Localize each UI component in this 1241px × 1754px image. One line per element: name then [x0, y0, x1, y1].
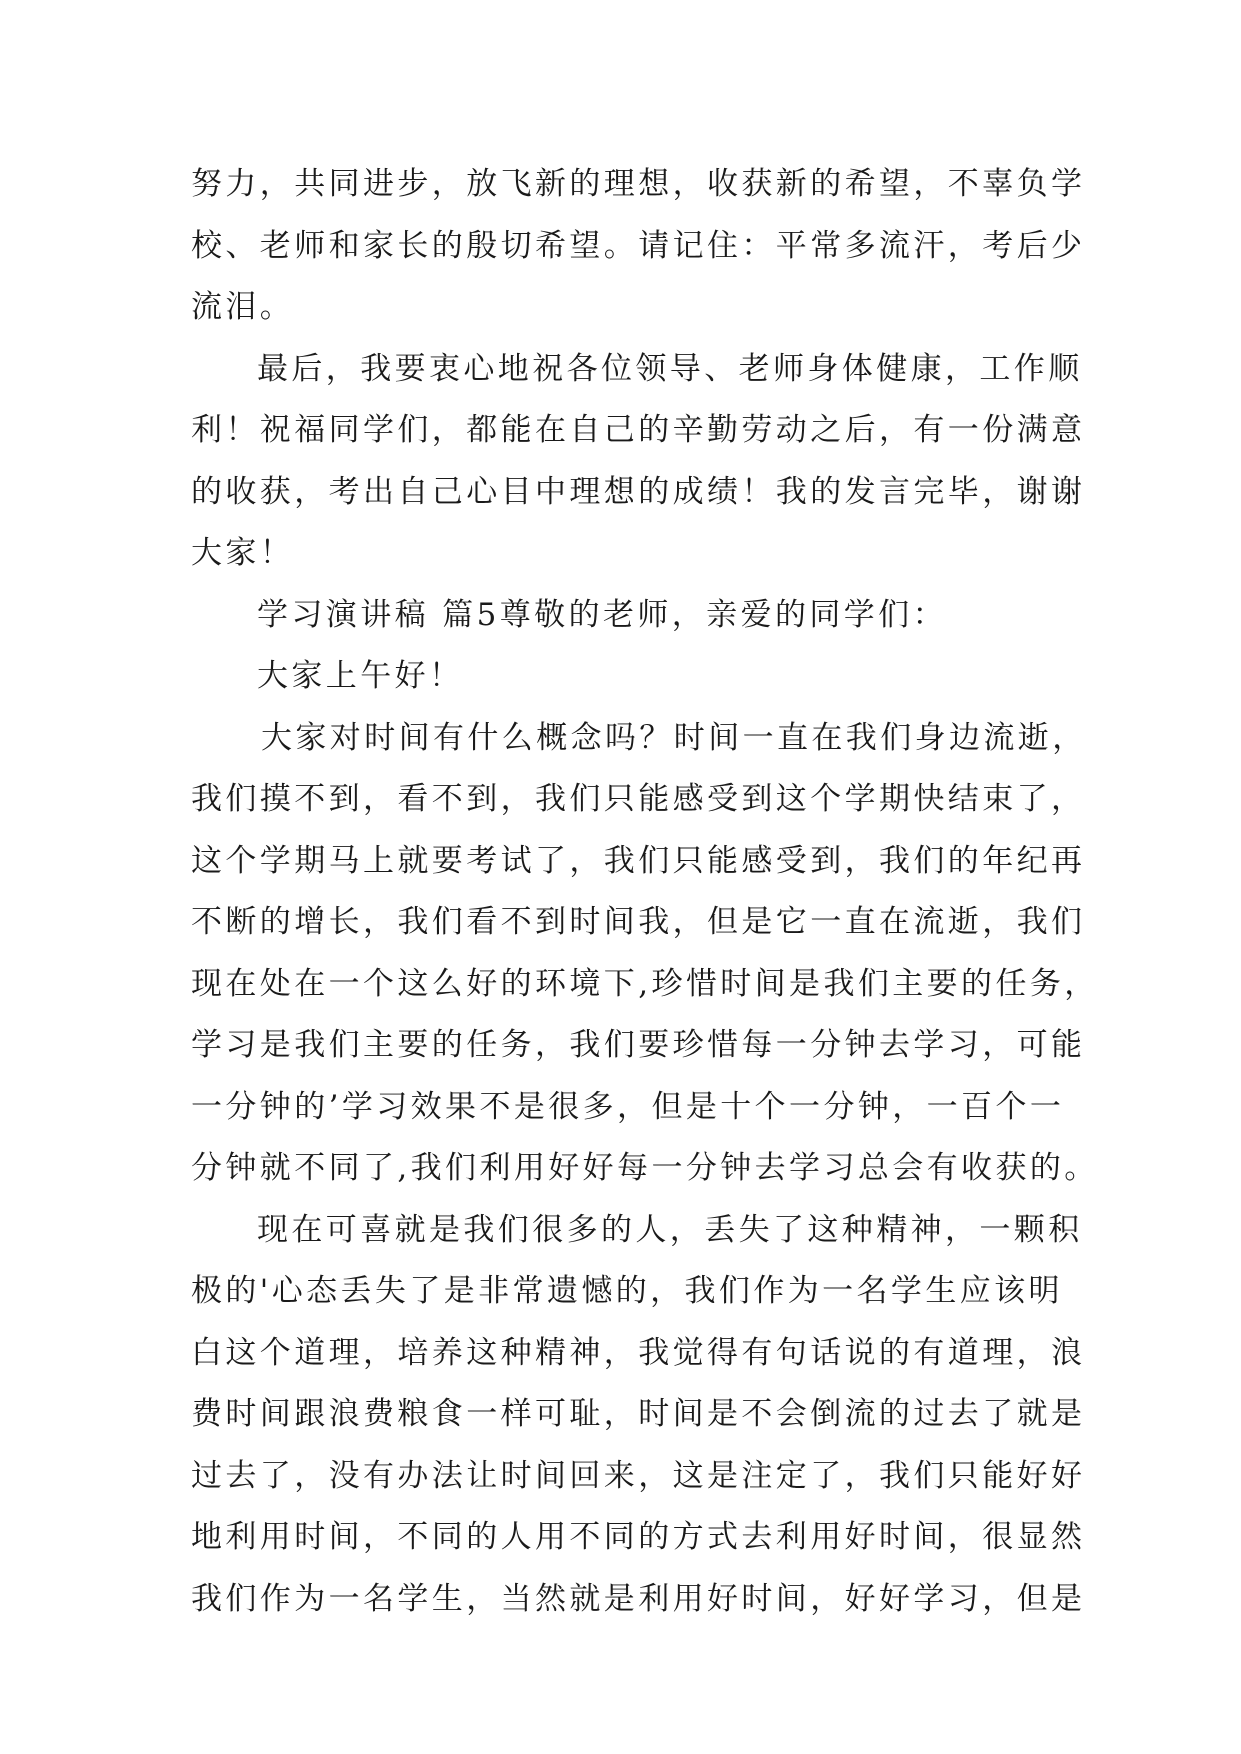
- text-line: 我们摸不到，看不到，我们只能感受到这个学期快结束了，: [191, 781, 1086, 817]
- text-line: 现在处在一个这么好的环境下,珍惜时间是我们主要的任务，: [191, 965, 1099, 1002]
- section-heading: 学习演讲稿 篇5尊敬的老师，亲爱的同学们：: [257, 596, 947, 633]
- text-line: 一分钟的’学习效果不是很多，但是十个一分钟，一百个一: [191, 1088, 1065, 1125]
- text-line: 流泪。: [191, 289, 295, 325]
- greeting-line: 大家上午好！: [257, 658, 464, 694]
- text-line: 地利用时间，不同的人用不同的方式去利用好时间，很显然: [191, 1519, 1086, 1555]
- text-line: 过去了，没有办法让时间回来，这是注定了，我们只能好好: [191, 1457, 1086, 1494]
- text-line: 努力，共同进步，放飞新的理想，收获新的希望，不辜负学: [191, 166, 1086, 202]
- text-line: 极的'心态丢失了是非常遗憾的，我们作为一名学生应该明: [191, 1273, 1063, 1309]
- text-line: 的收获，考出自己心目中理想的成绩！我的发言完毕，谢谢: [191, 473, 1086, 510]
- text-line: 费时间跟浪费粮食一样可耻，时间是不会倒流的过去了就是: [191, 1396, 1086, 1432]
- document-body: [191, 154, 1099, 1630]
- text-line: 学习是我们主要的任务，我们要珍惜每一分钟去学习，可能: [191, 1027, 1086, 1063]
- text-line: 分钟就不同了,我们利用好好每一分钟去学习总会有收获的。: [191, 1150, 1099, 1186]
- text-line: 利！祝福同学们，都能在自己的辛勤劳动之后，有一份满意: [191, 412, 1086, 448]
- text-line: 大家对时间有什么概念吗？时间一直在我们身边流逝，: [261, 719, 1087, 756]
- text-line: 最后，我要衷心地祝各位领导、老师身体健康，工作顺: [257, 350, 1083, 387]
- text-line: 我们作为一名学生，当然就是利用好时间，好好学习，但是: [191, 1580, 1086, 1617]
- text-line: 这个学期马上就要考试了，我们只能感受到，我们的年纪再: [191, 842, 1086, 879]
- text-line: 现在可喜就是我们很多的人，丢失了这种精神，一颗积: [257, 1211, 1083, 1248]
- text-line: 不断的增长，我们看不到时间我，但是它一直在流逝，我们: [191, 904, 1086, 940]
- text-line: 大家！: [191, 535, 295, 571]
- text-line: 白这个道理，培养这种精神，我觉得有句话说的有道理，浪: [191, 1334, 1086, 1371]
- text-line: 校、老师和家长的殷切希望。请记住：平常多流汗，考后少: [191, 227, 1086, 264]
